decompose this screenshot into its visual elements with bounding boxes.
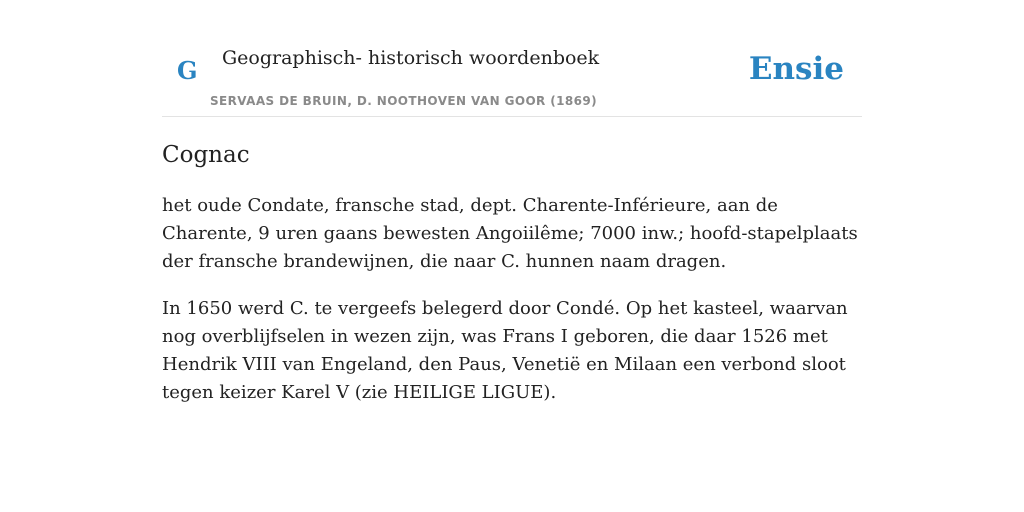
entry-paragraph: het oude Condate, fransche stad, dept. Charente-Inférieure, aan de Charente, 9 uren gaans bewesten Angoiilême; 7000 inw.; hoofd-stapelplaats der fransche brandewijnen, die naar C. hunnen naam dragen. (162, 195, 858, 272)
ensie-logo-link[interactable]: Ensie (748, 51, 844, 87)
entry-title: Cognac (162, 142, 250, 168)
source-header (162, 0, 862, 117)
article (162, 0, 862, 403)
authors-line: SERVAAS DE BRUIN, D. NOOTHOVEN VAN GOOR (1869) (210, 94, 598, 108)
entry-paragraph: In 1650 werd C. te vergeefs belegerd door Condé. Op het kasteel, waarvan nog overblijfselen in wezen zijn, was Frans I geboren, die daar 1526 met Hendrik VIII van Engeland, den Paus, Venetië en Milaan een verbond sloot tegen keizer Karel V (zie HEILIGE LIGUE). (162, 298, 848, 403)
letter-index-link[interactable]: G (177, 56, 198, 85)
book-title-link[interactable]: Geographisch- historisch woordenboek (222, 47, 600, 69)
